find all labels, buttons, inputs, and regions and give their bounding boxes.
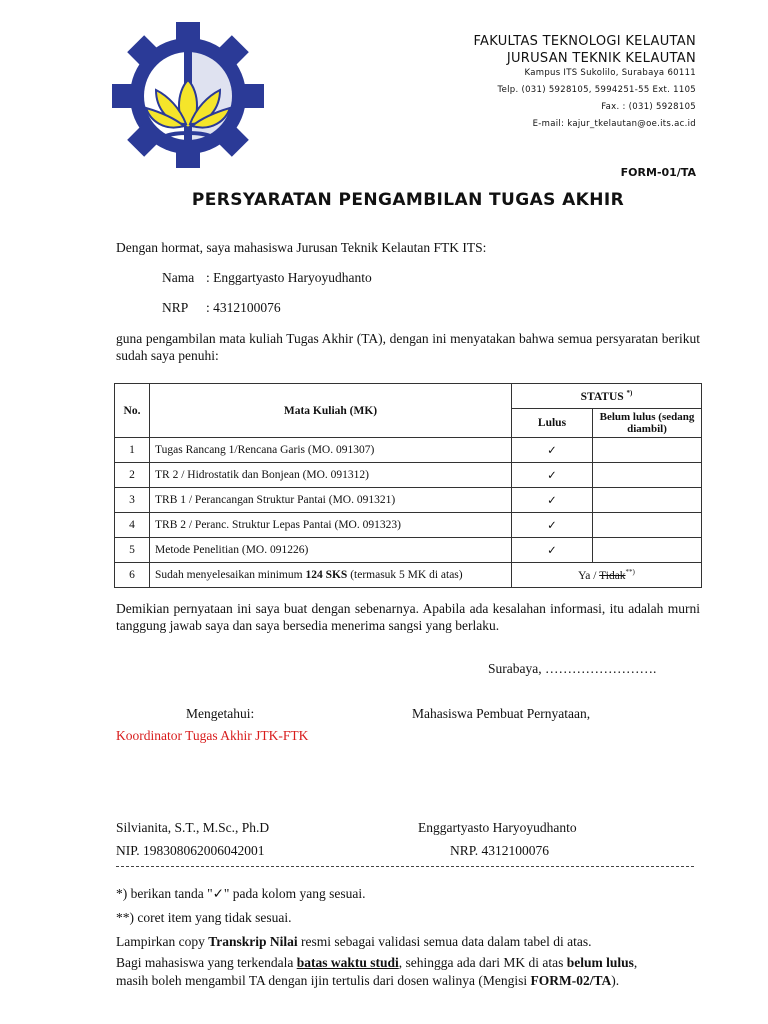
faculty-name: FAKULTAS TEKNOLOGI KELAUTAN bbox=[473, 34, 696, 49]
student-sign-nrp: NRP. 4312100076 bbox=[450, 843, 550, 858]
table-row bbox=[115, 513, 702, 538]
note-2: **) coret item yang tidak sesuai. bbox=[116, 910, 292, 925]
row-lulus-check: ✓ bbox=[512, 538, 593, 563]
row6-mk-pre: Sudah menyelesaikan minimum bbox=[155, 569, 306, 581]
its-logo bbox=[110, 20, 266, 170]
row-no: 2 bbox=[115, 463, 150, 488]
status-slash: / bbox=[593, 569, 597, 582]
row-mk: TRB 1 / Perancangan Struktur Pantai (MO. 091321) bbox=[150, 488, 512, 513]
row-lulus-check: ✓ bbox=[512, 463, 593, 488]
row-no: 5 bbox=[115, 538, 150, 563]
note-4-post: , bbox=[633, 955, 638, 970]
coordinator-role: Koordinator Tugas Akhir JTK-FTK bbox=[116, 728, 309, 743]
table-row bbox=[115, 538, 702, 563]
requirements-table bbox=[114, 383, 702, 588]
row-mk: TR 2 / Hidrostatik dan Bonjean (MO. 091312) bbox=[150, 463, 512, 488]
row-no: 1 bbox=[115, 438, 150, 463]
note-3-pre: Lampirkan copy bbox=[116, 934, 209, 949]
closing-text: Demikian pernyataan ini saya buat dengan sebenarnya. Apabila ada kesalahan informasi, itu adalah murni tanggung jawab saya dan saya bersedia menerima sangsi yang berlaku. bbox=[116, 601, 700, 633]
row6-mk-post: (termasuk 5 MK di atas) bbox=[347, 569, 463, 581]
coordinator-name: Silvianita, S.T., M.Sc., Ph.D bbox=[116, 820, 270, 835]
header-belum: Belum lulus (sedang diambil) bbox=[593, 409, 702, 438]
row-belum bbox=[593, 463, 702, 488]
note-4-mid: , sehingga ada dari MK di atas bbox=[398, 955, 567, 970]
form-code: FORM-01/TA bbox=[620, 166, 696, 179]
table-row bbox=[115, 488, 702, 513]
note-3 bbox=[116, 934, 592, 950]
status-sup: **) bbox=[625, 568, 635, 577]
student-sign-name: Enggartyasto Haryoyudhanto bbox=[418, 820, 577, 835]
address: Kampus ITS Sukolilo, Surabaya 60111 bbox=[524, 68, 696, 78]
header-no: No. bbox=[115, 384, 150, 438]
status-tidak: Tidak bbox=[599, 569, 626, 582]
row-lulus-check: ✓ bbox=[512, 438, 593, 463]
row-lulus-check: ✓ bbox=[512, 488, 593, 513]
row-mk: TRB 2 / Peranc. Struktur Lepas Pantai (MO. 091323) bbox=[150, 513, 512, 538]
status-ya: Ya bbox=[578, 569, 591, 582]
row-mk bbox=[150, 563, 512, 588]
note-4-pre: Bagi mahasiswa yang terkendala bbox=[116, 955, 297, 970]
nrp-value: : 4312100076 bbox=[206, 300, 281, 315]
row-no: 6 bbox=[115, 563, 150, 588]
note-5-pre: masih boleh mengambil TA dengan ijin tertulis dari dosen walinya (Mengisi bbox=[116, 973, 531, 988]
statement-text: guna pengambilan mata kuliah Tugas Akhir (TA), dengan ini menyatakan bahwa semua persyaratan berikut sudah saya penuhi: bbox=[116, 331, 700, 363]
row-no: 4 bbox=[115, 513, 150, 538]
table-row bbox=[115, 563, 702, 588]
row-no: 3 bbox=[115, 488, 150, 513]
sign-left-label: Mengetahui: bbox=[186, 706, 255, 721]
note-5-post: ). bbox=[611, 973, 620, 988]
row-lulus-check: ✓ bbox=[512, 513, 593, 538]
header-status-sup: *) bbox=[626, 389, 633, 398]
name-label: Nama bbox=[162, 270, 195, 285]
row-belum bbox=[593, 513, 702, 538]
nrp-label: NRP bbox=[162, 300, 189, 315]
row-belum bbox=[593, 488, 702, 513]
note-4-bold2: belum lulus bbox=[566, 955, 634, 970]
note-3-bold: Transkrip Nilai bbox=[208, 934, 298, 949]
row-mk: Metode Penelitian (MO. 091226) bbox=[150, 538, 512, 563]
header-lulus: Lulus bbox=[512, 409, 593, 438]
row6-status bbox=[512, 563, 702, 588]
intro-text: Dengan hormat, saya mahasiswa Jurusan Teknik Kelautan FTK ITS: bbox=[116, 240, 487, 255]
phone: Telp. (031) 5928105, 5994251-55 Ext. 1105 bbox=[497, 85, 696, 95]
row6-mk-sks: 124 SKS bbox=[305, 569, 348, 581]
table-row bbox=[115, 438, 702, 463]
coordinator-nip: NIP. 198308062006042001 bbox=[116, 843, 265, 858]
name-value: : Enggartyasto Haryoyudhanto bbox=[206, 270, 372, 285]
place-date: Surabaya, ……………………. bbox=[488, 661, 657, 676]
note-5 bbox=[116, 973, 619, 989]
note-4-bold: batas waktu studi bbox=[296, 955, 399, 970]
table-row bbox=[115, 463, 702, 488]
row-belum bbox=[593, 438, 702, 463]
note-4 bbox=[116, 955, 637, 971]
header-status bbox=[512, 384, 702, 409]
header-status-label: STATUS bbox=[580, 390, 624, 403]
row-mk: Tugas Rancang 1/Rencana Garis (MO. 091307) bbox=[150, 438, 512, 463]
note-5-bold: FORM-02/TA bbox=[530, 973, 612, 988]
divider bbox=[116, 866, 694, 867]
page-title: PERSYARATAN PENGAMBILAN TUGAS AKHIR bbox=[191, 190, 625, 210]
header-mk: Mata Kuliah (MK) bbox=[150, 384, 512, 438]
row-belum bbox=[593, 538, 702, 563]
note-1: *) berikan tanda "✓" pada kolom yang sesuai. bbox=[116, 886, 366, 901]
department-name: JURUSAN TEKNIK KELAUTAN bbox=[506, 51, 696, 66]
fax: Fax. : (031) 5928105 bbox=[601, 102, 696, 112]
sign-right-label: Mahasiswa Pembuat Pernyataan, bbox=[412, 706, 591, 721]
email: E-mail: kajur_tkelautan@oe.its.ac.id bbox=[532, 119, 696, 129]
note-3-post: resmi sebagai validasi semua data dalam tabel di atas. bbox=[297, 934, 592, 949]
